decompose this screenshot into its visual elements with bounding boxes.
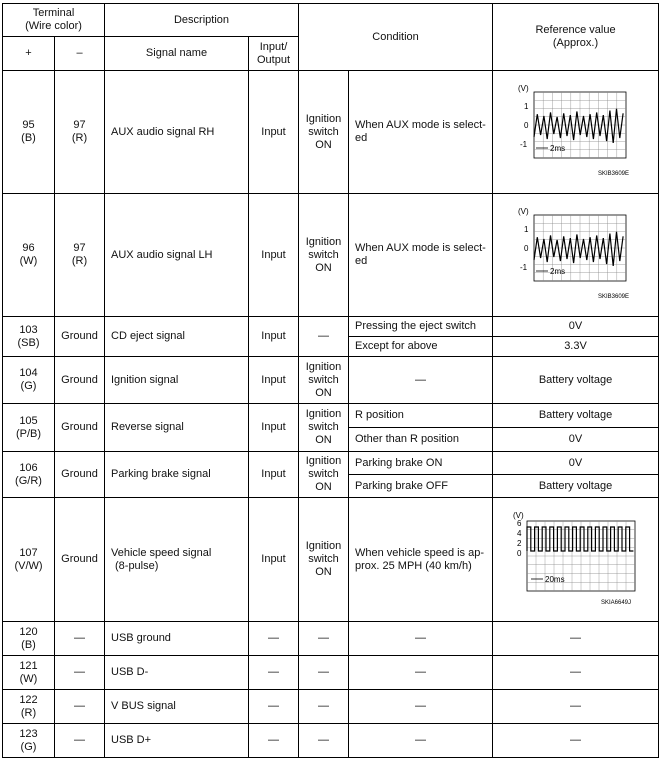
plus-terminal	[3, 656, 55, 690]
terminal-number: 97	[73, 119, 86, 131]
io-label-1: Input/	[259, 40, 288, 53]
terminal-number: 103	[19, 323, 38, 336]
ignition-state: —	[299, 656, 349, 690]
reference-value	[493, 71, 659, 194]
condition	[349, 498, 493, 622]
condition: —	[349, 690, 493, 724]
signal-name: AUX audio signal LH	[105, 194, 249, 317]
ignition-state	[299, 498, 349, 622]
audio-waveform-graph	[516, 205, 636, 305]
signal-line: (8-pulse)	[115, 559, 159, 572]
graph-y-tick: 0	[516, 548, 521, 558]
ignition-state: —	[299, 690, 349, 724]
graph-unit: (V)	[517, 84, 529, 93]
condition-line: When AUX mode is select-	[355, 119, 486, 131]
reference-value: —	[493, 724, 659, 758]
table-row	[3, 498, 659, 622]
wire-color: (P/B)	[15, 427, 42, 440]
terminal-number: 95	[22, 119, 35, 131]
graph-y-tick: -1	[519, 263, 527, 272]
cond-line: ON	[315, 261, 332, 274]
wire-color: (R)	[71, 255, 88, 267]
plus-terminal	[3, 404, 55, 452]
plus-terminal	[3, 71, 55, 194]
header-row-1	[3, 4, 659, 37]
wire-color: (G/R)	[15, 474, 42, 487]
terminal-number: 105	[19, 414, 38, 427]
minus-terminal: Ground	[55, 498, 105, 622]
table-row	[3, 690, 659, 724]
terminal-number: 107	[19, 546, 38, 559]
reference-value: 0V	[493, 428, 659, 452]
minus-terminal: Ground	[55, 452, 105, 498]
io-type: —	[249, 622, 299, 656]
reference-value: Battery voltage	[493, 404, 659, 428]
graph-code: SKIB3609E	[597, 171, 629, 177]
plus-header: +	[3, 37, 55, 71]
table-row	[3, 357, 659, 404]
cond-line: switch	[308, 248, 339, 261]
waveform-trace	[534, 232, 623, 266]
plus-terminal	[3, 317, 55, 357]
ignition-state	[299, 194, 349, 317]
signal-name: Ignition signal	[105, 357, 249, 404]
signal-name: USB D-	[105, 656, 249, 690]
wire-color: (R)	[71, 132, 88, 144]
graph-code: SKIA6649J	[600, 599, 631, 606]
condition-line: When vehicle speed is ap-	[355, 546, 485, 559]
audio-waveform-graph	[516, 82, 636, 182]
graph-y-tick: 0	[523, 244, 528, 253]
cond-line: switch	[308, 553, 339, 565]
graph-y-tick: 1	[523, 102, 528, 111]
ignition-state	[299, 404, 349, 452]
cond-line: switch	[308, 125, 339, 138]
ignition-state: —	[299, 622, 349, 656]
wire-color-label: (Wire color)	[25, 20, 82, 32]
io-type: —	[249, 690, 299, 724]
condition: —	[349, 622, 493, 656]
plus-terminal	[3, 724, 55, 758]
condition: —	[349, 357, 493, 404]
wire-color: (B)	[21, 638, 36, 651]
graph-x-label: 2ms	[549, 144, 565, 153]
wire-color: (SB)	[17, 336, 40, 349]
reference-value: 0V	[493, 317, 659, 337]
table-row	[3, 656, 659, 690]
plus-terminal	[3, 622, 55, 656]
terminal-number: 120	[19, 625, 38, 638]
condition: —	[349, 724, 493, 758]
condition-header: Condition	[299, 4, 493, 71]
condition	[349, 71, 493, 194]
condition: R position	[349, 404, 493, 428]
io-type: Input	[249, 498, 299, 622]
terminal-reference-table	[2, 3, 659, 758]
cond-line: Ignition	[305, 235, 342, 248]
plus-terminal	[3, 452, 55, 498]
signal-name: V BUS signal	[105, 690, 249, 724]
table-row	[3, 194, 659, 317]
wire-color: (R)	[20, 706, 37, 719]
signal-name-header: Signal name	[105, 37, 249, 71]
pulse-waveform-graph	[511, 509, 641, 611]
minus-terminal: Ground	[55, 317, 105, 357]
cond-line: ON	[315, 481, 332, 493]
table-row	[3, 71, 659, 194]
minus-header: –	[55, 37, 105, 71]
terminal-header	[3, 4, 105, 37]
io-type: Input	[249, 194, 299, 317]
io-type: Input	[249, 357, 299, 404]
terminal-number: 106	[19, 461, 38, 474]
table-row	[3, 724, 659, 758]
cond-line: ON	[315, 386, 332, 399]
graph-y-tick: 0	[523, 121, 528, 130]
signal-name: USB ground	[105, 622, 249, 656]
ignition-state	[299, 357, 349, 404]
signal-name	[105, 498, 249, 622]
condition-line: prox. 25 MPH (40 km/h)	[355, 559, 472, 572]
plus-terminal	[3, 690, 55, 724]
condition: Other than R position	[349, 428, 493, 452]
signal-name: Reverse signal	[105, 404, 249, 452]
condition: Parking brake OFF	[349, 475, 493, 498]
graph-y-tick: 1	[523, 225, 528, 234]
condition: Parking brake ON	[349, 452, 493, 475]
graph-y-tick: 6	[516, 518, 521, 528]
graph-x-label: 2ms	[549, 267, 565, 276]
io-type: Input	[249, 452, 299, 498]
cond-line: Ignition	[305, 540, 342, 552]
condition: Pressing the eject switch	[349, 317, 493, 337]
signal-line: Vehicle speed signal	[111, 546, 212, 559]
wire-color: (G)	[20, 740, 37, 753]
graph-unit: (V)	[512, 510, 524, 520]
plus-terminal	[3, 498, 55, 622]
approx-label: (Approx.)	[552, 37, 599, 49]
terminal-number: 104	[19, 367, 38, 379]
minus-terminal: Ground	[55, 404, 105, 452]
reference-label: Reference value	[535, 24, 616, 36]
table-row	[3, 452, 659, 475]
cond-line: ON	[315, 434, 332, 446]
io-type: —	[249, 724, 299, 758]
condition: —	[349, 656, 493, 690]
cond-line: Ignition	[305, 112, 342, 125]
table-row	[3, 622, 659, 656]
plus-terminal	[3, 194, 55, 317]
graph-y-tick: 4	[516, 528, 521, 538]
waveform-trace	[534, 109, 623, 143]
graph-unit: (V)	[517, 207, 529, 216]
minus-terminal: —	[55, 656, 105, 690]
minus-terminal: —	[55, 690, 105, 724]
signal-name: Parking brake signal	[105, 452, 249, 498]
signal-name: CD eject signal	[105, 317, 249, 357]
wire-color: (V/W)	[14, 559, 43, 572]
io-type: Input	[249, 317, 299, 357]
reference-value: —	[493, 656, 659, 690]
minus-terminal: —	[55, 622, 105, 656]
cond-line: Ignition	[305, 360, 342, 373]
terminal-number: 122	[19, 693, 38, 706]
graph-x-label: 20ms	[544, 574, 565, 584]
io-header	[249, 37, 299, 71]
cond-line: ON	[315, 566, 332, 578]
wire-color: (B)	[21, 132, 36, 144]
io-type: Input	[249, 404, 299, 452]
reference-value	[493, 498, 659, 622]
graph-y-tick: 2	[516, 538, 521, 548]
reference-value: Battery voltage	[493, 357, 659, 404]
minus-terminal	[55, 194, 105, 317]
condition-line: ed	[355, 255, 368, 267]
io-type: Input	[249, 71, 299, 194]
ignition-state	[299, 71, 349, 194]
minus-terminal: Ground	[55, 357, 105, 404]
wire-color: (W)	[19, 672, 38, 685]
cond-line: Ignition	[305, 455, 342, 467]
table-row	[3, 404, 659, 428]
terminal-label: Terminal	[32, 7, 75, 19]
table-row	[3, 317, 659, 337]
minus-terminal	[55, 71, 105, 194]
wire-color: (G)	[20, 380, 37, 392]
reference-value: 0V	[493, 452, 659, 475]
ignition-state	[299, 452, 349, 498]
signal-name: AUX audio signal RH	[105, 71, 249, 194]
graph-code: SKIB3609E	[597, 294, 629, 300]
wire-color: (W)	[19, 255, 38, 267]
condition-line: When AUX mode is select-	[355, 242, 486, 254]
cond-line: switch	[308, 373, 339, 386]
io-label-2: Output	[256, 53, 291, 66]
condition	[349, 194, 493, 317]
ignition-state: —	[299, 724, 349, 758]
condition-line: ed	[355, 132, 368, 144]
graph-y-tick: -1	[519, 140, 527, 149]
cond-line: switch	[308, 468, 339, 480]
terminal-number: 121	[19, 659, 38, 672]
reference-value: —	[493, 622, 659, 656]
description-header: Description	[105, 4, 299, 37]
terminal-number: 123	[19, 727, 38, 740]
cond-line: switch	[308, 421, 339, 433]
io-type: —	[249, 656, 299, 690]
reference-header	[493, 4, 659, 71]
reference-value	[493, 194, 659, 317]
ignition-state: —	[299, 317, 349, 357]
condition: Except for above	[349, 337, 493, 357]
reference-value: 3.3V	[493, 337, 659, 357]
terminal-number: 97	[73, 242, 86, 254]
plus-terminal	[3, 357, 55, 404]
cond-line: ON	[315, 138, 332, 151]
reference-value: —	[493, 690, 659, 724]
reference-value: Battery voltage	[493, 475, 659, 498]
terminal-number: 96	[22, 242, 35, 254]
signal-name: USB D+	[105, 724, 249, 758]
minus-terminal: —	[55, 724, 105, 758]
cond-line: Ignition	[305, 408, 342, 420]
